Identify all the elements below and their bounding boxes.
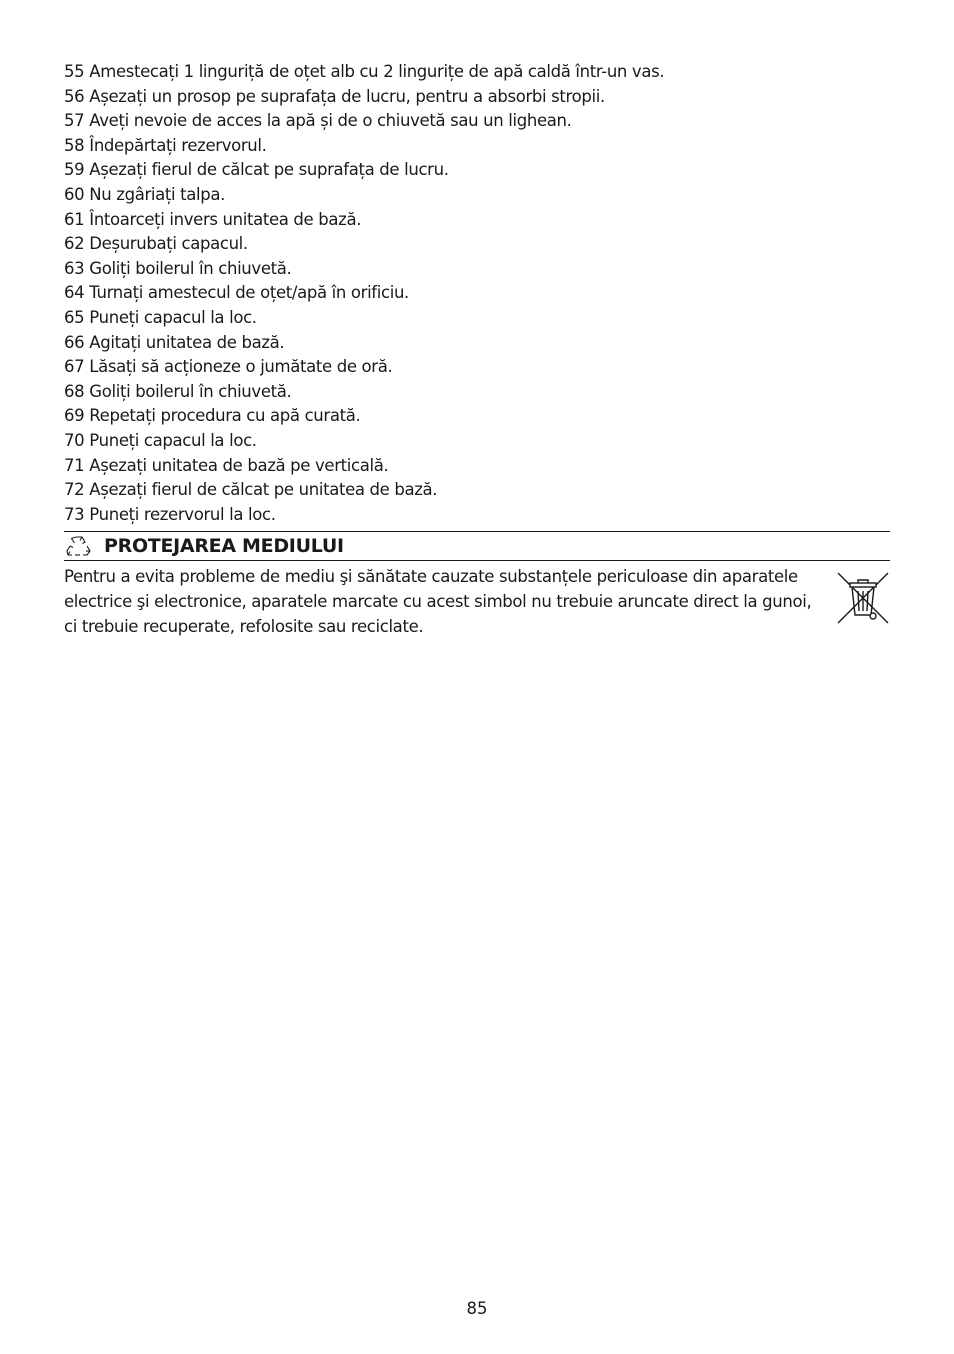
step-text: Nu zgâriați talpa. xyxy=(89,184,226,204)
step-number: 65 xyxy=(64,307,85,327)
environment-section xyxy=(64,531,890,639)
step-text: Îndepărtați rezervorul. xyxy=(89,135,267,155)
section-text: Pentru a evita probleme de mediu şi sănătate cauzate substanțele periculoase din aparatele electrice şi electronice, aparatele marcate cu acest simbol nu trebuie aruncate direct la gunoi, ci trebuie recuperate, refolosite sau reciclate. xyxy=(64,567,812,636)
step-number: 66 xyxy=(64,332,85,352)
step-number: 58 xyxy=(64,135,85,155)
step-item xyxy=(64,306,890,331)
step-item xyxy=(64,85,890,110)
step-item xyxy=(64,355,890,380)
step-item xyxy=(64,454,890,479)
step-number: 63 xyxy=(64,258,85,278)
step-number: 61 xyxy=(64,209,85,229)
step-text: Repetați procedura cu apă curată. xyxy=(89,406,361,426)
section-body xyxy=(64,564,890,639)
step-text: Lăsați să acționeze o jumătate de oră. xyxy=(89,357,393,377)
page-number: 85 xyxy=(466,1299,488,1318)
section-title: PROTEJAREA MEDIULUI xyxy=(104,535,344,557)
step-text: Puneți rezervorul la loc. xyxy=(89,504,276,524)
step-text: Aveți nevoie de acces la apă și de o chiuvetă sau un lighean. xyxy=(89,111,572,131)
step-item xyxy=(64,404,890,429)
step-text: Întoarceți invers unitatea de bază. xyxy=(89,209,362,229)
step-text: Deșurubați capacul. xyxy=(89,234,248,254)
step-text: Așezați fierul de călcat pe unitatea de bază. xyxy=(89,480,438,500)
step-item xyxy=(64,232,890,257)
step-item xyxy=(64,183,890,208)
step-number: 68 xyxy=(64,381,85,401)
step-item xyxy=(64,134,890,159)
step-text: Amestecați 1 linguriță de oțet alb cu 2 lingurițe de apă caldă într-un vas. xyxy=(89,62,665,81)
crossed-out-bin-icon xyxy=(836,571,890,625)
step-number: 57 xyxy=(64,111,85,131)
step-item xyxy=(64,60,890,85)
step-item xyxy=(64,429,890,454)
step-number: 55 xyxy=(64,62,85,81)
step-text: Goliți boilerul în chiuvetă. xyxy=(89,258,292,278)
step-number: 72 xyxy=(64,480,85,500)
step-number: 64 xyxy=(64,283,85,303)
step-text: Așezați fierul de călcat pe suprafața de lucru. xyxy=(89,160,449,180)
step-number: 60 xyxy=(64,184,85,204)
step-number: 67 xyxy=(64,357,85,377)
step-text: Puneți capacul la loc. xyxy=(89,430,257,450)
step-text: Așezați unitatea de bază pe verticală. xyxy=(89,455,389,475)
step-item xyxy=(64,257,890,282)
step-number: 69 xyxy=(64,406,85,426)
step-item xyxy=(64,478,890,503)
step-item xyxy=(64,158,890,183)
step-text: Puneți capacul la loc. xyxy=(89,307,257,327)
step-item xyxy=(64,503,890,528)
step-text: Turnați amestecul de oțet/apă în orificiu. xyxy=(89,283,409,303)
step-item xyxy=(64,380,890,405)
step-number: 59 xyxy=(64,160,85,180)
step-item xyxy=(64,331,890,356)
step-number: 73 xyxy=(64,504,85,524)
step-number: 62 xyxy=(64,234,85,254)
step-number: 70 xyxy=(64,430,85,450)
steps-list xyxy=(64,60,890,527)
step-item xyxy=(64,281,890,306)
step-item xyxy=(64,208,890,233)
step-item xyxy=(64,109,890,134)
step-number: 56 xyxy=(64,86,85,106)
step-text: Agitați unitatea de bază. xyxy=(89,332,285,352)
step-text: Goliți boilerul în chiuvetă. xyxy=(89,381,292,401)
recycle-icon xyxy=(66,535,92,557)
section-header xyxy=(64,531,890,561)
step-text: Așezați un prosop pe suprafața de lucru, pentru a absorbi stropii. xyxy=(89,86,605,106)
step-number: 71 xyxy=(64,455,85,475)
